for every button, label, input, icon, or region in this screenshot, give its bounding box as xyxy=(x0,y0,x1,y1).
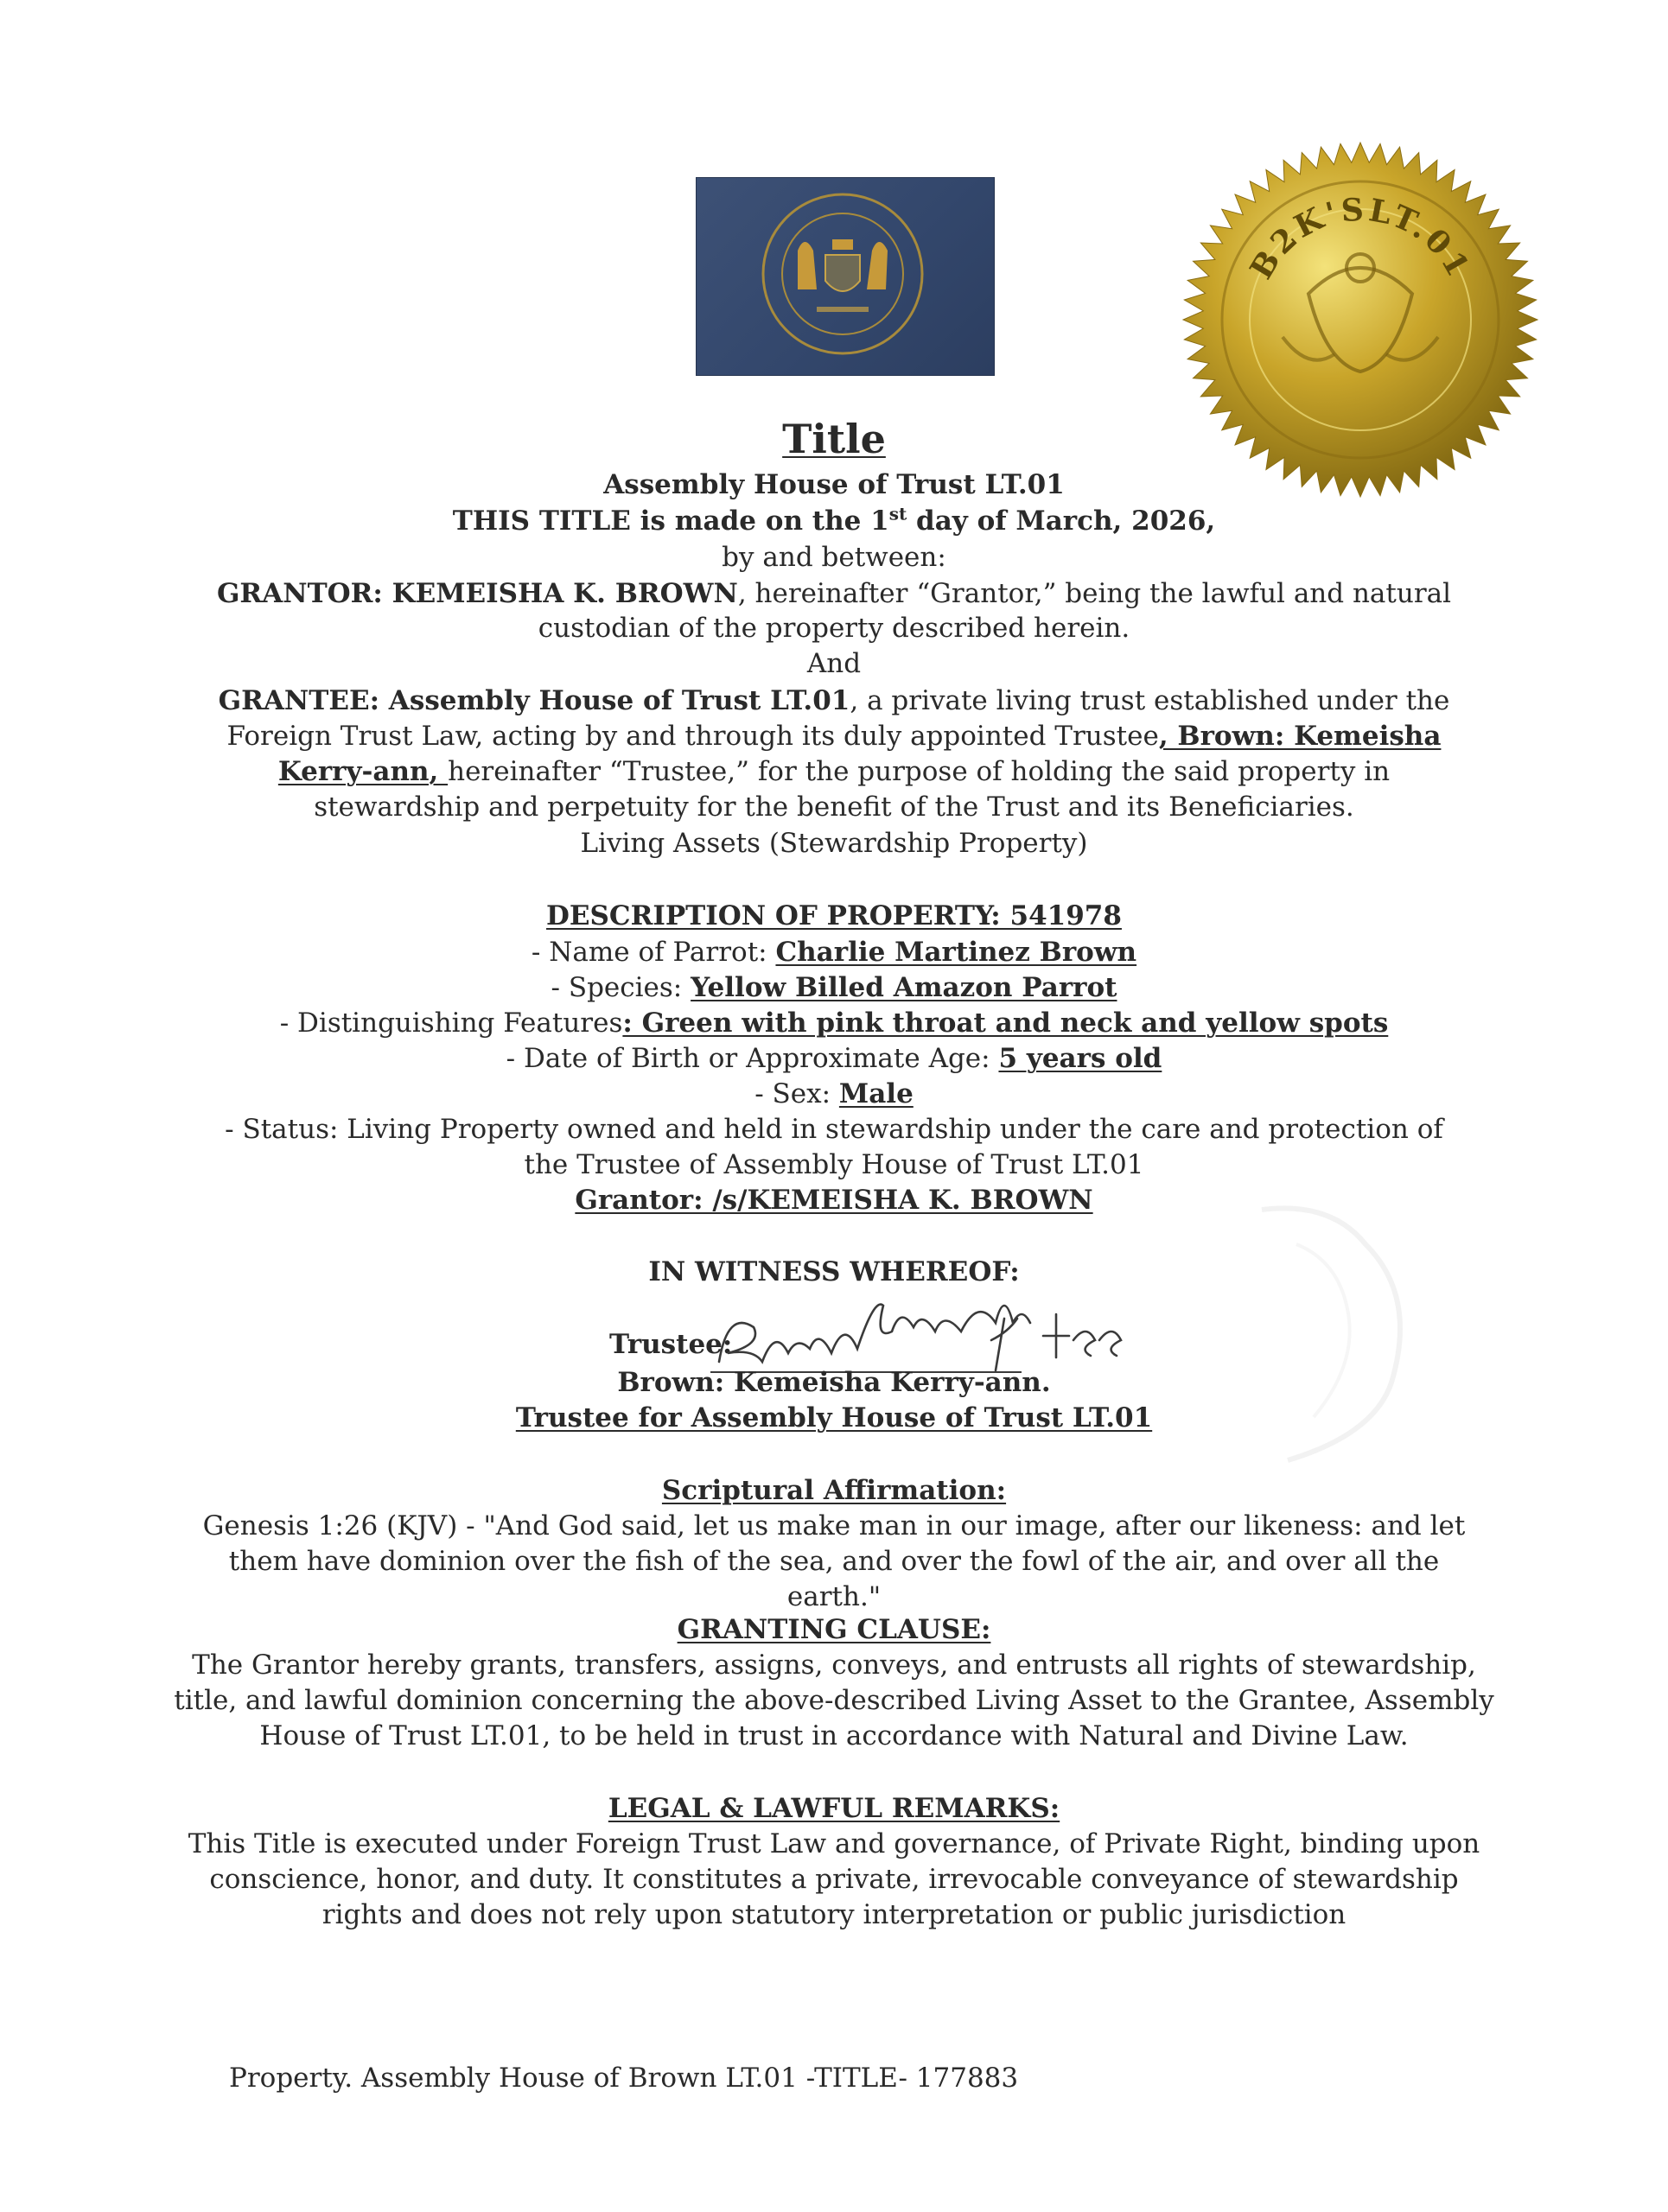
document-footer: Property. Assembly House of Brown LT.01 -TITLE- 177883 xyxy=(229,2063,1019,2094)
granting-line-2: title, and lawful dominion concerning the above-described Living Asset to the Grantee, Assembly xyxy=(174,1685,1494,1716)
scripture-heading: Scriptural Affirmation: xyxy=(661,1475,1007,1506)
remarks-line-1: This Title is executed under Foreign Trust Law and governance, of Private Right, binding upon xyxy=(188,1828,1480,1859)
scripture-line-3: earth." xyxy=(786,1581,882,1612)
grantor-signature: Grantor: /s/KEMEISHA K. BROWN xyxy=(575,1185,1093,1216)
status-line-1: - Status: Living Property owned and held in stewardship under the care and protection of xyxy=(225,1114,1443,1145)
remarks-line-3: rights and does not rely upon statutory interpretation or public jurisdiction xyxy=(322,1899,1346,1930)
made-on-date: THIS TITLE is made on the 1st day of March, 2026, xyxy=(452,503,1216,537)
remarks-line-2: conscience, honor, and duty. It constitutes a private, irrevocable conveyance of stewardship xyxy=(209,1864,1459,1895)
property-sex: - Sex: Male xyxy=(754,1078,914,1109)
trust-name: Assembly House of Trust LT.01 xyxy=(603,469,1065,500)
grantee-line: GRANTEE: Assembly House of Trust LT.01, a private living trust established under the xyxy=(218,685,1450,716)
seal-text: B2K'SLT.01 xyxy=(1243,191,1478,286)
trustee-signer-name: Brown: Kemeisha Kerry-ann. xyxy=(617,1367,1051,1398)
trustee-label: Trustee: xyxy=(609,1329,733,1360)
witness-heading: IN WITNESS WHEREOF: xyxy=(648,1256,1020,1287)
and-text: And xyxy=(806,648,862,679)
grantee-line-2: Foreign Trust Law, acting by and through its duly appointed Trustee, Brown: Kemeisha xyxy=(226,721,1442,752)
grantee-line-4: stewardship and perpetuity for the benefit of the Trust and its Beneficiaries. xyxy=(314,791,1354,823)
description-heading: DESCRIPTION OF PROPERTY: 541978 xyxy=(546,900,1122,931)
scripture-line-1: Genesis 1:26 (KJV) - "And God said, let us make man in our image, after our likeness: and let xyxy=(202,1510,1466,1541)
remarks-heading: LEGAL & LAWFUL REMARKS: xyxy=(608,1793,1060,1824)
property-species: - Species: Yellow Billed Amazon Parrot xyxy=(551,972,1117,1003)
document-title: Title xyxy=(782,416,886,462)
granting-line-1: The Grantor hereby grants, transfers, assigns, conveys, and entrusts all rights of stewardship, xyxy=(192,1649,1476,1681)
scripture-line-2: them have dominion over the fish of the sea, and over the fowl of the air, and over all the xyxy=(228,1546,1440,1577)
granting-line-3: House of Trust LT.01, to be held in trust in accordance with Natural and Divine Law. xyxy=(259,1720,1409,1751)
status-line-2: the Trustee of Assembly House of Trust LT.01 xyxy=(524,1149,1144,1180)
living-assets-label: Living Assets (Stewardship Property) xyxy=(580,828,1088,859)
property-name: - Name of Parrot: Charlie Martinez Brown xyxy=(531,937,1137,968)
property-features: - Distinguishing Features: Green with pink throat and neck and yellow spots xyxy=(279,1007,1389,1039)
grantee-line-3: Kerry-ann, hereinafter “Trustee,” for the purpose of holding the said property in xyxy=(277,756,1391,787)
grantor-line: GRANTOR: KEMEISHA K. BROWN, hereinafter “Grantor,” being the lawful and natural xyxy=(216,578,1452,609)
property-age: - Date of Birth or Approximate Age: 5 years old xyxy=(506,1043,1162,1074)
granting-heading: GRANTING CLAUSE: xyxy=(677,1614,991,1645)
grantor-line-2: custodian of the property described herein. xyxy=(538,613,1130,644)
trustee-role: Trustee for Assembly House of Trust LT.01 xyxy=(515,1402,1153,1433)
trust-flag-image xyxy=(696,177,995,376)
by-and-between: by and between: xyxy=(722,542,946,573)
